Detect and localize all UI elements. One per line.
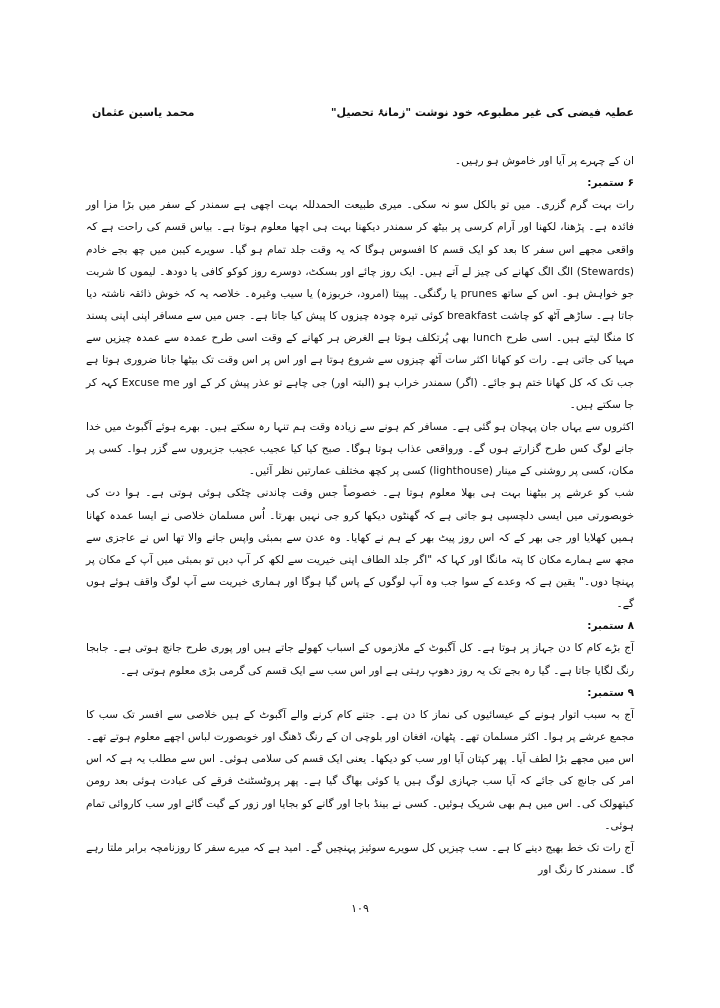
paragraph: آج بڑے کام کا دن جہاز پر ہوتا ہے۔ کل آگبوٹ کے ملازموں کے اسباب کھولے جاتے ہیں اور پوری طرح جانچ ہوتی ہے۔ جابجا رنگ لگایا جاتا ہے۔ گیا رہ بجے تک یہ روز دھوپ رہتی ہے اور اس سب سے ایک قسم کی گرمی بڑی معلوم ہوتی ہے۔ — [86, 642, 634, 677]
page-number: ۱۰۹ — [351, 902, 369, 915]
diary-date-heading: ۶ ستمبر: — [587, 177, 634, 190]
paragraph: اکثروں سے یہاں جان پہچان ہو گئی ہے۔ مسافر کم ہونے سے زیادہ وقت ہم تنہا رہ سکتے ہیں۔ بھرے ہوئے آگبوٹ میں خدا جانے لوگ کس طرح گزارتے ہوں گے۔ ورواقعی عذاب ہوتا ہوگا۔ صبح کیا کیا عجیب عجیب جزیروں سے گزر ہوا۔ کسی پر مکان، کسی پر روشنی کے مینار (lighthouse) کسی پر کچھ مختلف عمارتیں نظر آئیں۔ — [86, 420, 634, 478]
paragraph: ان کے چہرے پر آیا اور خاموش ہو رہیں۔ — [454, 155, 634, 167]
paragraph: رات بہت گرم گزری۔ میں تو بالکل سو نہ سکی۔ میری طبیعت الحمدللہ بہت اچھی ہے سمندر کے سفر میں بڑا مزا اور فائدہ ہے۔ پڑھنا، لکھنا اور آرام کرسی پر بیٹھ کر سمندر دیکھنا بہت ہی اچھا معلوم ہوتا ہے۔ بیاس قسم کی راحت ہے کہ واقعی مجھے اس سفر کا بعد کو ایک قسم کا افسوس ہوگا کہ یہ وقت جلد تمام ہو گیا۔ سویرے کیبن میں چھ بجے خادم (Stewards) الگ الگ کھانے کی چیز لے آتے ہیں۔ ایک روز چائے اور بسکٹ، دوسرے روز کوکو کافی یا دودھ۔ لیموں کا شربت جو خواہش ہو۔ اس کے ساتھ prunes یا رگنگی۔ پپیتا (امرود، خربوزہ) یا سیب وغیرہ۔ خلاصہ یہ کہ خوش ذائقہ ناشتہ دیا جاتا ہے۔ ساڑھے آٹھ کو چاشت breakfast کوئی تیرہ چودہ چیزوں کا پیش کیا جاتا ہے۔ جس میں سے مسافر اپنی اپنی پسند کا منگا لیتے ہیں۔ اسی طرح lunch بھی پُرتکلف ہوتا ہے الغرض ہر کھانے کے وقت اسی طرح عمدہ سے عمدہ چیزیں سے مہیا کی جاتی ہے۔ رات کو کھانا اکثر سات آٹھ چیزوں سے شروع ہوتا ہے اور اس پر اس وقت تک بیٹھا جانا ضروری ہوتا ہے جب تک کہ کل کھانا ختم ہو جائے۔ (اگر) سمندر خراب ہو (البتہ اور) جی چاہے تو عذر پیش کر کے اور Excuse me کہہ کر جا سکتے ہیں۔ — [86, 199, 634, 411]
paragraph: شب کو عرشے پر بیٹھنا بہت ہی بھلا معلوم ہوتا ہے۔ خصوصاً جس وقت چاندنی چٹکی ہوئی ہوتی ہے۔ ہوا دت کی خوبصورتی میں ایسی دلچسپی ہو جاتی ہے کہ گھنٹوں دیکھا کرو جی نہیں بھرتا۔ اُس مسلمان خلاصی نے ایسا عمدہ کھانا ہمیں کھلایا اور جی بھر کے کہ اس روز پیٹ بھر کے ہم نے کھایا۔ وہ عدن سے بمبئی واپس جانے والا تھا اس نے عاجزی سے مجھ سے ہمارے مکان کا پتہ مانگا اور کہا کہ "اگر جلد الطاف اپنی خیریت سے لکھ کر آپ دیں تو بمبئی میں آپ کے مکان پر پہنچا دوں۔" یقین ہے کہ وعدے کے سوا جب وہ آپ لوگوں کے پاس گیا ہوگا اور ہماری خیریت سے آپ لوگ واقف ہوئے ہوں گے۔ — [86, 487, 634, 611]
paragraph: آج بہ سبب اتوار ہونے کے عیسائیوں کی نماز کا دن ہے۔ جتنے کام کرنے والے آگبوٹ کے ہیں خلاصی سے افسر تک سب کا مجمع عرشے پر ہوا۔ اکثر مسلمان تھے۔ پٹھان، افغان اور بلوچی ان کے رنگ ڈھنگ اور خوبصورت لباس اچھے معلوم ہوتے تھے۔ اس میں مجھے بڑا لطف آیا۔ پھر کپتان آیا اور سب کو دیکھا۔ یعنی ایک قسم کی سلامی ہوئی۔ اس سے مطلب یہ ہے کہ اس امر کی جانچ کی جائے کہ آیا سب جہازی لوگ ہیں یا کوئی بھاگ گیا ہے۔ پھر پروٹسٹنٹ فرقے کی عبادت ہوئی بعد رومن کیتھولک کی۔ اس میں ہم بھی شریک ہوئیں۔ کسی نے بینڈ باجا اور گانے کو بجایا اور زور کے گیت گائے اور سب کاروائی تمام ہوئی۔ — [86, 708, 634, 832]
diary-date-heading: ۹ ستمبر: — [587, 686, 634, 699]
diary-date-heading: ۸ ستمبر: — [587, 620, 634, 633]
paragraph: آج رات تک خط بھیج دینے کا ہے۔ سب چیزیں کل سویرے سوئیز پہنچیں گے۔ امید ہے کہ میرے سفر کا روزنامچہ برابر ملتا رہے گا۔ سمندر کا رنگ اور — [86, 841, 634, 876]
running-author: محمد یاسین عثمان — [92, 106, 195, 119]
running-header — [86, 106, 634, 128]
running-title: عطیہ فیضی کی غیر مطبوعہ خود نوشت "زمانۂ تحصیل" — [330, 106, 634, 119]
body-text — [86, 150, 634, 881]
